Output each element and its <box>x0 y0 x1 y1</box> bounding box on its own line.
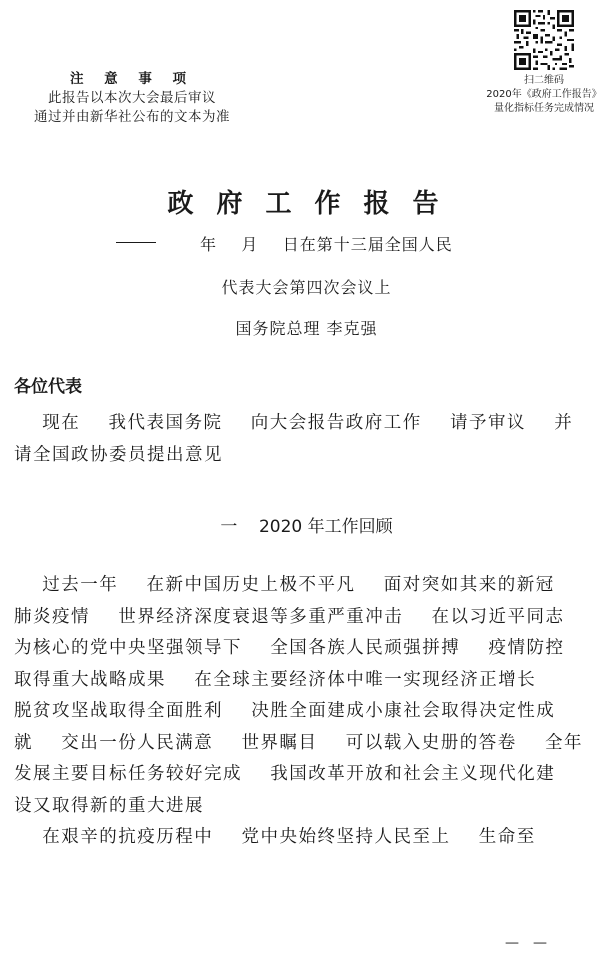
section-heading: 一 2020 年工作回顾 <box>220 517 393 537</box>
notice-line-1: 此报告以本次大会最后审议 <box>48 90 216 106</box>
notice-block <box>12 70 252 127</box>
notice-title: 注 意 事 项 <box>69 71 195 87</box>
body-line: 就 交出一份人民满意 世界瞩目 可以载入史册的答卷 全年 <box>14 732 584 753</box>
qr-code-icon <box>514 10 574 70</box>
body-line: 取得重大战略成果 在全球主要经济体中唯一实现经济正增长 <box>14 669 537 690</box>
qr-label-title: 2020年《政府工作报告》 <box>486 89 602 100</box>
report-date-line: 年 月 日在第十三届全国人民 <box>200 235 453 254</box>
intro-line: 请全国政协委员提出意见 <box>14 444 223 465</box>
report-speaker-line: 国务院总理 李克强 <box>235 319 378 338</box>
body-paragraph <box>14 570 600 854</box>
body-line: 过去一年 在新中国历史上极不平凡 面对突如其来的新冠 <box>14 575 555 595</box>
intro-line: 现在 我代表国务院 向大会报告政府工作 请予审议 并 <box>14 413 574 433</box>
body-line: 肺炎疫情 世界经济深度衰退等多重严重冲击 在以习近平同志 <box>14 606 565 627</box>
intro-paragraph <box>14 408 600 471</box>
em-dash-divider <box>116 242 156 243</box>
body-line: 发展主要目标任务较好完成 我国改革开放和社会主义现代化建 <box>14 764 556 784</box>
qr-label-scan: 扫二维码 <box>524 75 564 86</box>
body-line: 在艰辛的抗疫历程中 党中央始终坚持人民至上 生命至 <box>14 827 536 847</box>
report-congress-line: 代表大会第四次会议上 <box>221 278 392 297</box>
notice-line-2: 通过并由新华社公布的文本为准 <box>34 109 230 125</box>
body-line: 脱贫攻坚战取得全面胜利 决胜全面建成小康社会取得决定性成 <box>14 701 556 721</box>
body-line: 设又取得新的重大进展 <box>14 795 204 816</box>
qr-code-block <box>482 10 606 116</box>
greeting-heading: 各位代表 <box>14 377 82 397</box>
qr-label-desc: 量化指标任务完成情况 <box>494 103 594 114</box>
body-line: 为核心的党中央坚强领导下 全国各族人民顽强拼搏 疫情防控 <box>14 638 565 658</box>
page-number-marks: —— <box>505 935 561 951</box>
report-title: 政府工作报告 <box>167 189 462 219</box>
